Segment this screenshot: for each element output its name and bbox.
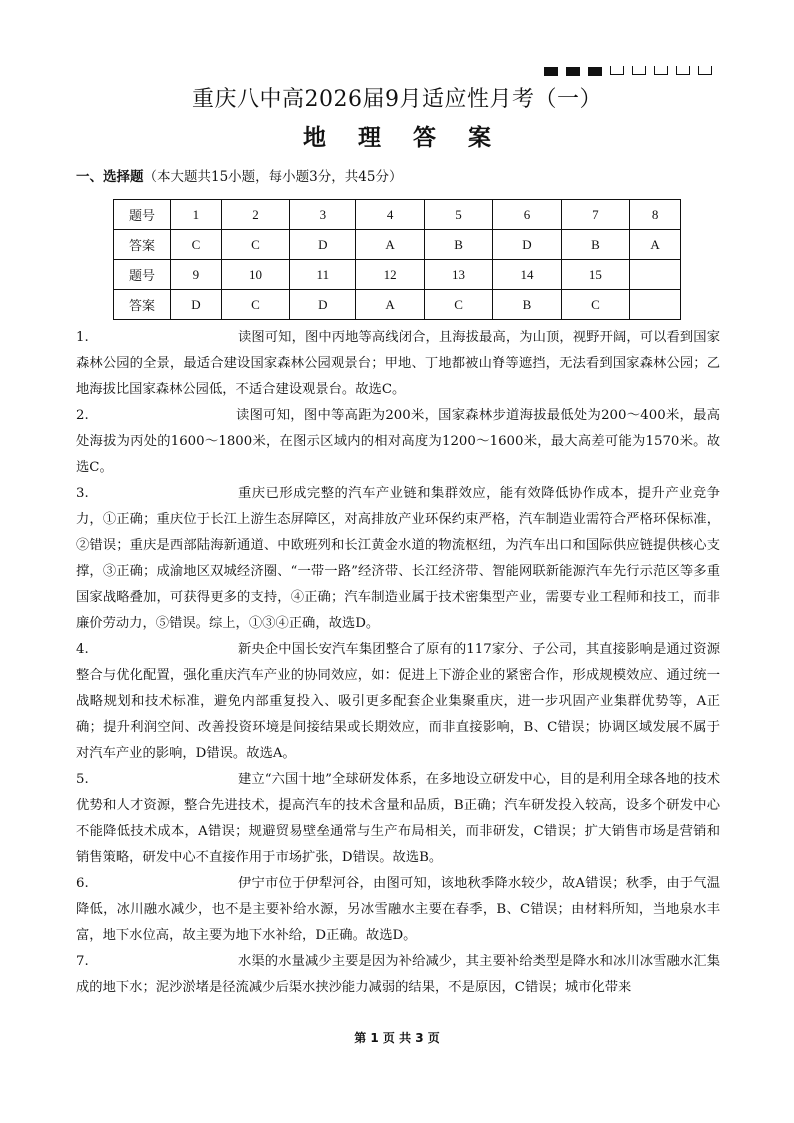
answer-cell: C (424, 290, 492, 320)
page-markers (544, 66, 712, 78)
answer-cell: B (424, 230, 492, 260)
question-label: 7. (76, 954, 89, 969)
page-footer: 第 1 页 共 3 页 (354, 1031, 440, 1045)
question-number: 14 (493, 260, 561, 290)
answer-cell: A (356, 290, 424, 320)
marker-empty (610, 66, 624, 75)
explanation-item (76, 767, 720, 871)
question-label: 1. (76, 330, 89, 345)
question-label: 4. (76, 642, 89, 657)
section-title: 一、选择题 (76, 169, 144, 185)
question-number: 7 (561, 200, 629, 230)
row-label: 题号 (114, 200, 171, 230)
question-number: 6 (493, 200, 561, 230)
marker-filled (588, 67, 602, 76)
question-number: 13 (424, 260, 492, 290)
answer-cell: D (493, 230, 561, 260)
explanation-item (76, 403, 720, 481)
marker-empty (632, 66, 646, 75)
marker-filled (544, 67, 558, 76)
section-heading (76, 165, 402, 185)
answer-cell: D (290, 290, 356, 320)
question-label: 3. (76, 486, 89, 501)
question-number: 4 (356, 200, 424, 230)
explanation-text: 水渠的水量减少主要是因为补给减少，其主要补给类型是降水和冰川冰雪融水汇集成的地下水；泥沙淤堵是径流减少后渠水挟沙能力减弱的结果，不是原因，C错误；城市化带来 (76, 954, 720, 995)
question-number: 11 (290, 260, 356, 290)
table-row (114, 200, 681, 230)
answer-cell: A (630, 230, 681, 260)
explanation-text: 伊宁市位于伊犁河谷，由图可知，该地秋季降水较少，故A错误；秋季，由于气温降低，冰川融水减少，也不是主要补给水源，另冰雪融水主要在春季，B、C错误；由材料所知，当地泉水丰富，地下水位高，故主要为地下水补给，D正确。故选D。 (76, 876, 720, 943)
answer-table (113, 199, 681, 320)
table-row (114, 290, 681, 320)
marker-empty (676, 66, 690, 75)
answer-cell: C (561, 290, 629, 320)
question-number: 2 (221, 200, 289, 230)
explanation-text: 新央企中国长安汽车集团整合了原有的117家分、子公司，其直接影响是通过资源整合与优化配置，强化重庆汽车产业的协同效应，如：促进上下游企业的紧密合作，形成规模效应、通过统一战略规划和技术标准，避免内部重复投入、吸引更多配套企业集聚重庆，进一步巩固产业集群优势等，A正确；提升利润空间、改善投资环境是间接结果或长期效应，而非直接影响，B、C错误；协调区域发展不属于对汽车产业的影响，D错误。故选A。 (76, 642, 720, 761)
marker-empty (654, 66, 668, 75)
question-number: 10 (221, 260, 289, 290)
explanations-list (76, 325, 720, 1001)
question-number: 15 (561, 260, 629, 290)
answer-cell (630, 290, 681, 320)
answer-cell: D (171, 290, 222, 320)
marker-filled (566, 67, 580, 76)
explanation-text: 读图可知，图中等高距为200米，国家森林步道海拔最低处为200～400米，最高处海拔为丙处的1600～1800米，在图示区域内的相对高度为1200～1600米，最大高差可能为1570米。故选C。 (76, 408, 720, 475)
row-label: 答案 (114, 290, 171, 320)
marker-empty (698, 66, 712, 75)
document-subtitle: 地 理 答 案 (302, 124, 504, 151)
answer-cell: D (290, 230, 356, 260)
question-number (630, 260, 681, 290)
answer-cell: C (171, 230, 222, 260)
question-number: 9 (171, 260, 222, 290)
answer-cell: B (561, 230, 629, 260)
explanation-text: 读图可知，图中丙地等高线闭合，且海拔最高，为山顶，视野开阔，可以看到国家森林公园的全景，最适合建设国家森林公园观景台；甲地、丁地都被山脊等遮挡，无法看到国家森林公园；乙地海拔比国家森林公园低，不适合建设观景台。故选C。 (76, 330, 720, 397)
explanation-text: 重庆已形成完整的汽车产业链和集群效应，能有效降低协作成本，提升产业竞争力，①正确；重庆位于长江上游生态屏障区，对高排放产业环保约束严格，汽车制造业需符合严格环保标准，②错误；重庆是西部陆海新通道、中欧班列和长江黄金水道的物流枢纽，为汽车出口和国际供应链提供核心支撑，③正确；成渝地区双城经济圈、“一带一路”经济带、长江经济带、智能网联新能源汽车先行示范区等多重国家战略叠加，可获得更多的支持，④正确；汽车制造业属于技术密集型产业，需要专业工程师和技工，而非廉价劳动力，⑤错误。综上，①③④正确，故选D。 (76, 486, 720, 631)
explanation-item (76, 949, 720, 1001)
answer-cell: A (356, 230, 424, 260)
document-title: 重庆八中高2026届9月适应性月考（一） (192, 87, 602, 112)
question-number: 1 (171, 200, 222, 230)
answer-cell: C (221, 230, 289, 260)
question-label: 6. (76, 876, 89, 891)
table-row (114, 260, 681, 290)
explanation-item (76, 637, 720, 767)
explanation-item (76, 871, 720, 949)
question-number: 5 (424, 200, 492, 230)
explanation-item (76, 481, 720, 637)
question-number: 8 (630, 200, 681, 230)
answer-cell: B (493, 290, 561, 320)
question-label: 5. (76, 772, 89, 787)
question-number: 12 (356, 260, 424, 290)
answer-cell: C (221, 290, 289, 320)
explanation-item (76, 325, 720, 403)
explanation-text: 建立“六国十地”全球研发体系，在多地设立研发中心，目的是利用全球各地的技术优势和人才资源，整合先进技术，提高汽车的技术含量和品质，B正确；汽车研发投入较高，设多个研发中心不能降低技术成本，A错误；规避贸易壁垒通常与生产布局相关，而非研发，C错误；扩大销售市场是营销和销售策略，研发中心不直接作用于市场扩张，D错误。故选B。 (76, 772, 720, 865)
section-note: （本大题共15小题，每小题3分，共45分） (143, 169, 403, 185)
row-label: 题号 (114, 260, 171, 290)
question-number: 3 (290, 200, 356, 230)
question-label: 2. (76, 408, 89, 423)
table-row (114, 230, 681, 260)
row-label: 答案 (114, 230, 171, 260)
